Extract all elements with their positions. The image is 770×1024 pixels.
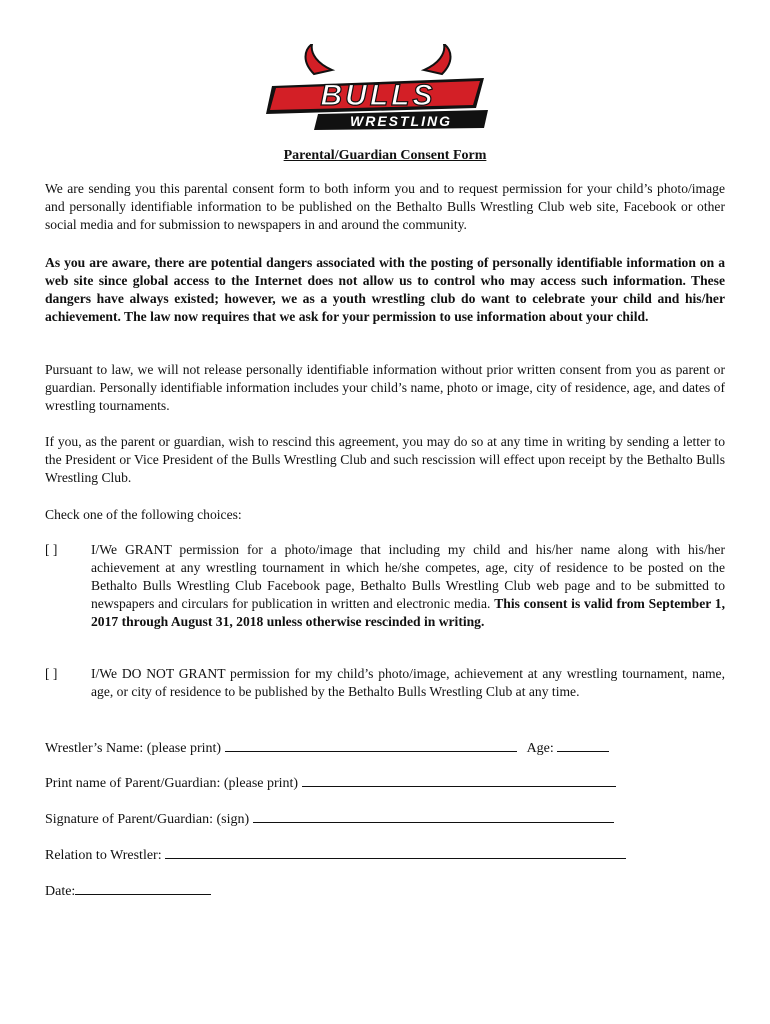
date-field[interactable] <box>75 880 211 895</box>
age-field[interactable] <box>557 737 609 752</box>
date-row <box>45 880 211 901</box>
age-label: Age: <box>526 741 554 756</box>
wrestler-name-field[interactable] <box>225 737 517 752</box>
relation-row <box>45 844 626 865</box>
signature-row <box>45 808 614 829</box>
date-label: Date: <box>45 884 76 899</box>
bulls-wrestling-logo <box>262 44 494 132</box>
grant-choice-body: I/We GRANT permission for a photo/image that including my child and his/her name along with his/her achievement at any wrestling tournament in which he/she competes, age, city of residence to be posted on the Bethalto Bulls Wrestling Club Facebook page, Bethalto Bulls Wrestling Club web page and to be submitted to newspapers and circulars for publication in written and electronic media. <box>91 542 725 611</box>
check-instruction: Check one of the following choices: <box>45 507 242 522</box>
svg-text:WRESTLING: WRESTLING <box>350 113 452 129</box>
grant-choice-text <box>91 541 725 631</box>
dangers-paragraph: As you are aware, there are potential dangers associated with the posting of personally identifiable information on a web site since global access to the Internet does not allow us to control who may access such information. These dangers have always existed; however, we as a youth wrestling club do want to celebrate your child and his/her achievement. The law now requires that we ask for your permission to use information about your child. <box>45 255 725 324</box>
grant-checkbox[interactable]: [ ] <box>45 542 58 557</box>
signature-field[interactable] <box>253 808 614 823</box>
relation-label: Relation to Wrestler: <box>45 848 162 863</box>
relation-field[interactable] <box>165 844 626 859</box>
parent-name-label: Print name of Parent/Guardian: (please print) <box>45 776 299 791</box>
signature-label: Signature of Parent/Guardian: (sign) <box>45 812 250 827</box>
wrestler-name-row <box>45 737 609 758</box>
deny-checkbox[interactable]: [ ] <box>45 666 58 681</box>
wrestler-name-label: Wrestler’s Name: (please print) <box>45 741 222 756</box>
form-title: Parental/Guardian Consent Form <box>283 148 487 163</box>
svg-text:BULLS: BULLS <box>320 79 436 112</box>
parent-name-field[interactable] <box>302 772 616 787</box>
rescind-paragraph: If you, as the parent or guardian, wish to rescind this agreement, you may do so at any time in writing by sending a letter to the President or Vice President of the Bulls Wrestling Club and such rescission will effect upon receipt by the Bethalto Bulls Wrestling Club. <box>45 434 725 485</box>
parent-name-row <box>45 772 616 793</box>
pursuant-paragraph: Pursuant to law, we will not release personally identifiable information without prior written consent from you as parent or guardian. Personally identifiable information includes your child’s name, photo or image, city of residence, age, and dates of wrestling tournaments. <box>45 362 725 413</box>
grant-validity-note: This consent is valid from September 1, 2017 through August 31, 2018 unless otherwise rescinded in writing. <box>91 596 725 629</box>
intro-paragraph: We are sending you this parental consent form to both inform you and to request permission for your child’s photo/image and personally identifiable information to be published on the Bethalto Bulls Wrestling Club web site, Facebook or other social media and for submission to newspapers in and around the community. <box>45 181 725 232</box>
deny-choice-text: I/We DO NOT GRANT permission for my child’s photo/image, achievement at any wrestling tournament, name, age, or city of residence to be published by the Bethalto Bulls Wrestling Club at any time. <box>91 666 725 699</box>
